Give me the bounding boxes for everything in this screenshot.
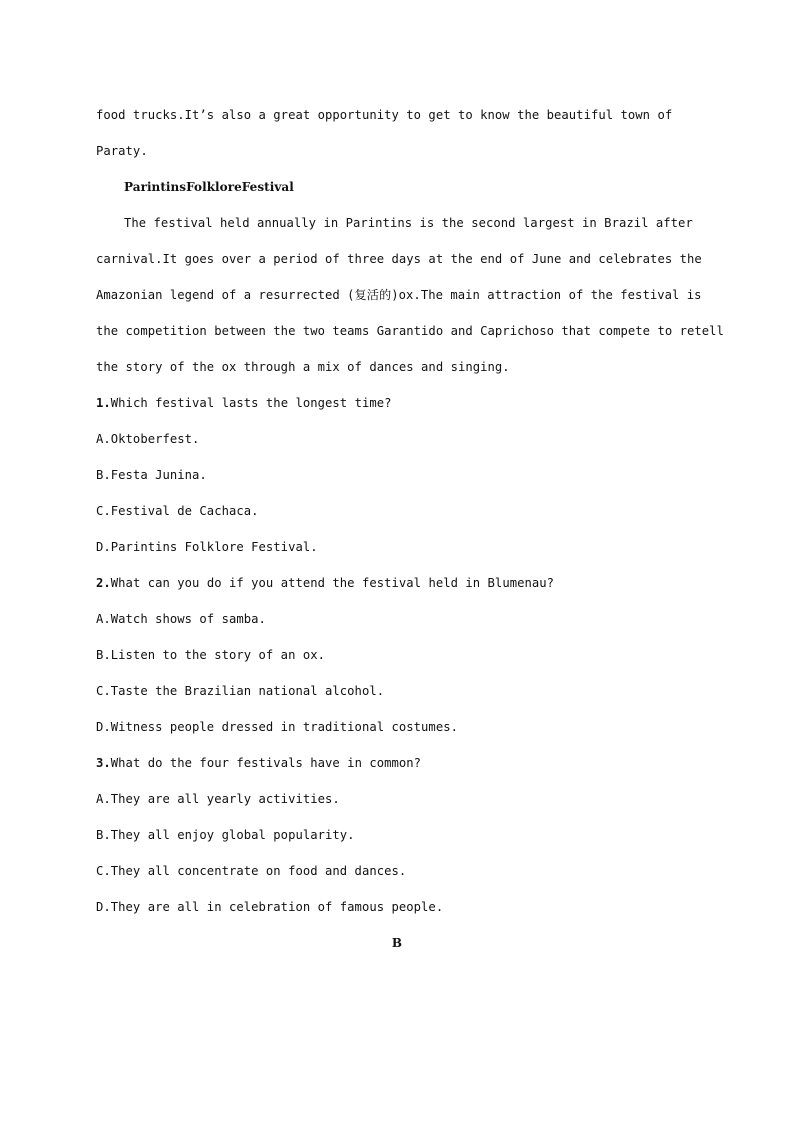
option-2c: C.Taste the Brazilian national alcohol. [96,684,385,698]
paragraph-line: The festival held annually in Parintins is the second largest in Brazil after [124,216,693,230]
option-1d: D.Parintins Folklore Festival. [96,540,318,554]
option-3d: D.They are all in celebration of famous people. [96,900,444,914]
option-1a: A.Oktoberfest. [96,432,200,446]
option-2b: B.Listen to the story of an ox. [96,648,326,662]
question-text: What can you do if you attend the festival held in Blumenau? [110,576,555,590]
question-number: 3. [96,756,111,770]
question-3 [96,755,706,771]
question-number: 1. [96,396,111,410]
passage-line: food trucks.It’s also a great opportunity to get to know the beautiful town of [96,108,673,122]
question-text: Which festival lasts the longest time? [110,396,392,410]
option-3c: C.They all concentrate on food and dances. [96,864,407,878]
section-label: B [391,936,403,950]
option-2d: D.Witness people dressed in traditional costumes. [96,720,458,734]
question-1 [96,395,706,411]
paragraph-line: Amazonian legend of a resurrected (复活的)ox.The main attraction of the festival is [96,288,702,302]
paragraph-line: the competition between the two teams Garantido and Caprichoso that compete to retell [96,324,724,338]
paragraph-line: the story of the ox through a mix of dances and singing. [96,360,510,374]
question-text: What do the four festivals have in common? [110,756,422,770]
option-1b: B.Festa Junina. [96,468,207,482]
question-2 [96,575,706,591]
question-number: 2. [96,576,111,590]
option-3b: B.They all enjoy global popularity. [96,828,355,842]
option-1c: C.Festival de Cachaca. [96,504,259,518]
section-heading: ParintinsFolkloreFestival [124,180,294,194]
paragraph-line: carnival.It goes over a period of three days at the end of June and celebrates the [96,252,702,266]
passage-line: Paraty. [96,144,148,158]
option-2a: A.Watch shows of samba. [96,612,266,626]
option-3a: A.They are all yearly activities. [96,792,340,806]
